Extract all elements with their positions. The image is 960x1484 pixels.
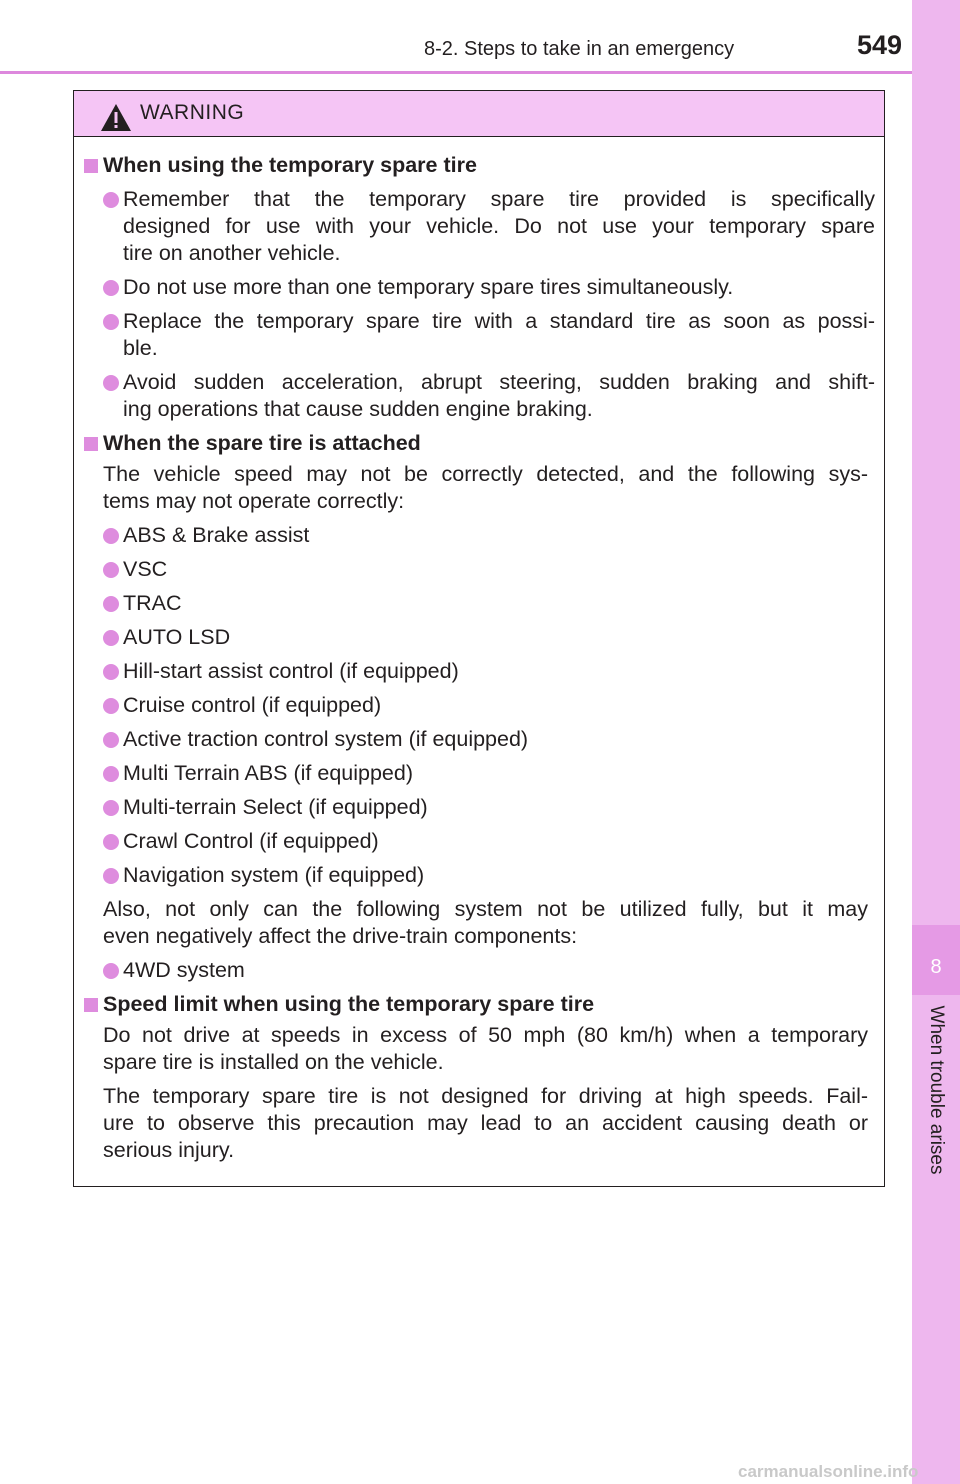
bullet-item: [74, 186, 884, 267]
bullet-item: [74, 369, 884, 423]
text-line: serious injury.: [103, 1138, 235, 1162]
bullet-dot-icon: [103, 596, 119, 612]
bullet-dot-icon: [103, 732, 119, 748]
text-line: Replace the temporary spare tire with a standard tire as soon as possi-: [123, 309, 875, 333]
bullet-dot-icon: [103, 192, 119, 208]
bullet-dot-icon: [103, 766, 119, 782]
text-line: AUTO LSD: [123, 625, 231, 649]
bullet-item: [74, 274, 884, 301]
text-line: Also, not only can the following system not be utilized fully, but it may: [103, 897, 868, 921]
bullet-dot-icon: [103, 698, 119, 714]
side-tab: [912, 0, 960, 1484]
text-line: Crawl Control (if equipped): [123, 829, 379, 853]
bullet-dot-icon: [103, 834, 119, 850]
text-line: 4WD system: [123, 958, 245, 982]
bullet-dot-icon: [103, 800, 119, 816]
bullet-dot-icon: [103, 630, 119, 646]
bullet-dot-icon: [103, 280, 119, 296]
bullet-item: [74, 760, 884, 787]
text-line: Hill-start assist control (if equipped): [123, 659, 459, 683]
bullet-item: [74, 726, 884, 753]
text-line: ABS & Brake assist: [123, 523, 310, 547]
bullet-dot-icon: [103, 528, 119, 544]
text-line: tems may not operate correctly:: [103, 489, 405, 513]
bullet-dot-icon: [103, 562, 119, 578]
text-line: ing operations that cause sudden engine braking.: [123, 397, 593, 421]
text-line: VSC: [123, 557, 168, 581]
text-line: Do not drive at speeds in excess of 50 mph (80 km/h) when a temporary: [103, 1023, 868, 1047]
warning-header: [74, 91, 884, 137]
text-line: The temporary spare tire is not designed for driving at high speeds. Fail-: [103, 1084, 868, 1108]
warning-triangle-icon: [100, 103, 132, 132]
text-line: The vehicle speed may not be correctly detected, and the following sys-: [103, 462, 868, 486]
paragraph: [74, 461, 884, 515]
bullet-dot-icon: [103, 314, 119, 330]
square-bullet-icon: [84, 159, 98, 173]
watermark: carmanualsonline.info: [738, 1462, 919, 1481]
bullet-item: [74, 692, 884, 719]
bullet-dot-icon: [103, 375, 119, 391]
section-heading: When using the temporary spare tire: [103, 153, 477, 177]
text-line: ure to observe this precaution may lead to an accident causing death or: [103, 1111, 868, 1135]
bullet-item: [74, 522, 884, 549]
header-divider: [0, 71, 912, 74]
warning-box: [73, 90, 885, 1187]
bullet-item: [74, 590, 884, 617]
text-line: tire on another vehicle.: [123, 241, 341, 265]
page-number: 549: [856, 30, 902, 60]
text-line: Remember that the temporary spare tire provided is specifically: [123, 187, 875, 211]
paragraph: [74, 1022, 884, 1076]
square-bullet-icon: [84, 998, 98, 1012]
text-line: Avoid sudden acceleration, abrupt steering, sudden braking and shift-: [123, 370, 875, 394]
bullet-dot-icon: [103, 868, 119, 884]
section-heading-row: [74, 430, 884, 457]
bullet-item: [74, 828, 884, 855]
text-line: designed for use with your vehicle. Do not use your temporary spare: [123, 214, 875, 238]
text-line: Do not use more than one temporary spare tires simultaneously.: [123, 275, 734, 299]
text-line: Multi Terrain ABS (if equipped): [123, 761, 413, 785]
bullet-dot-icon: [103, 963, 119, 979]
chapter-title: When trouble arises: [926, 1005, 947, 1175]
section-heading: Speed limit when using the temporary spare tire: [103, 992, 595, 1016]
text-line: Active traction control system (if equipped): [123, 727, 529, 751]
section-title: 8-2. Steps to take in an emergency: [424, 38, 735, 60]
square-bullet-icon: [84, 437, 98, 451]
text-line: spare tire is installed on the vehicle.: [103, 1050, 444, 1074]
bullet-item: [74, 862, 884, 889]
text-line: Cruise control (if equipped): [123, 693, 382, 717]
warning-title: WARNING: [140, 101, 245, 124]
bullet-item: [74, 794, 884, 821]
section-heading-row: [74, 152, 884, 179]
bullet-dot-icon: [103, 664, 119, 680]
text-line: even negatively affect the drive-train components:: [103, 924, 578, 948]
bullet-item: [74, 308, 884, 362]
section-heading: When the spare tire is attached: [103, 431, 421, 455]
text-line: TRAC: [123, 591, 182, 615]
text-line: Multi-terrain Select (if equipped): [123, 795, 428, 819]
bullet-item: [74, 658, 884, 685]
bullet-item: [74, 624, 884, 651]
paragraph: [74, 1083, 884, 1164]
text-line: Navigation system (if equipped): [123, 863, 425, 887]
section-heading-row: [74, 991, 884, 1018]
bullet-item: [74, 957, 884, 984]
paragraph: [74, 896, 884, 950]
bullet-item: [74, 556, 884, 583]
text-line: ble.: [123, 336, 158, 360]
chapter-number: 8: [912, 925, 960, 995]
